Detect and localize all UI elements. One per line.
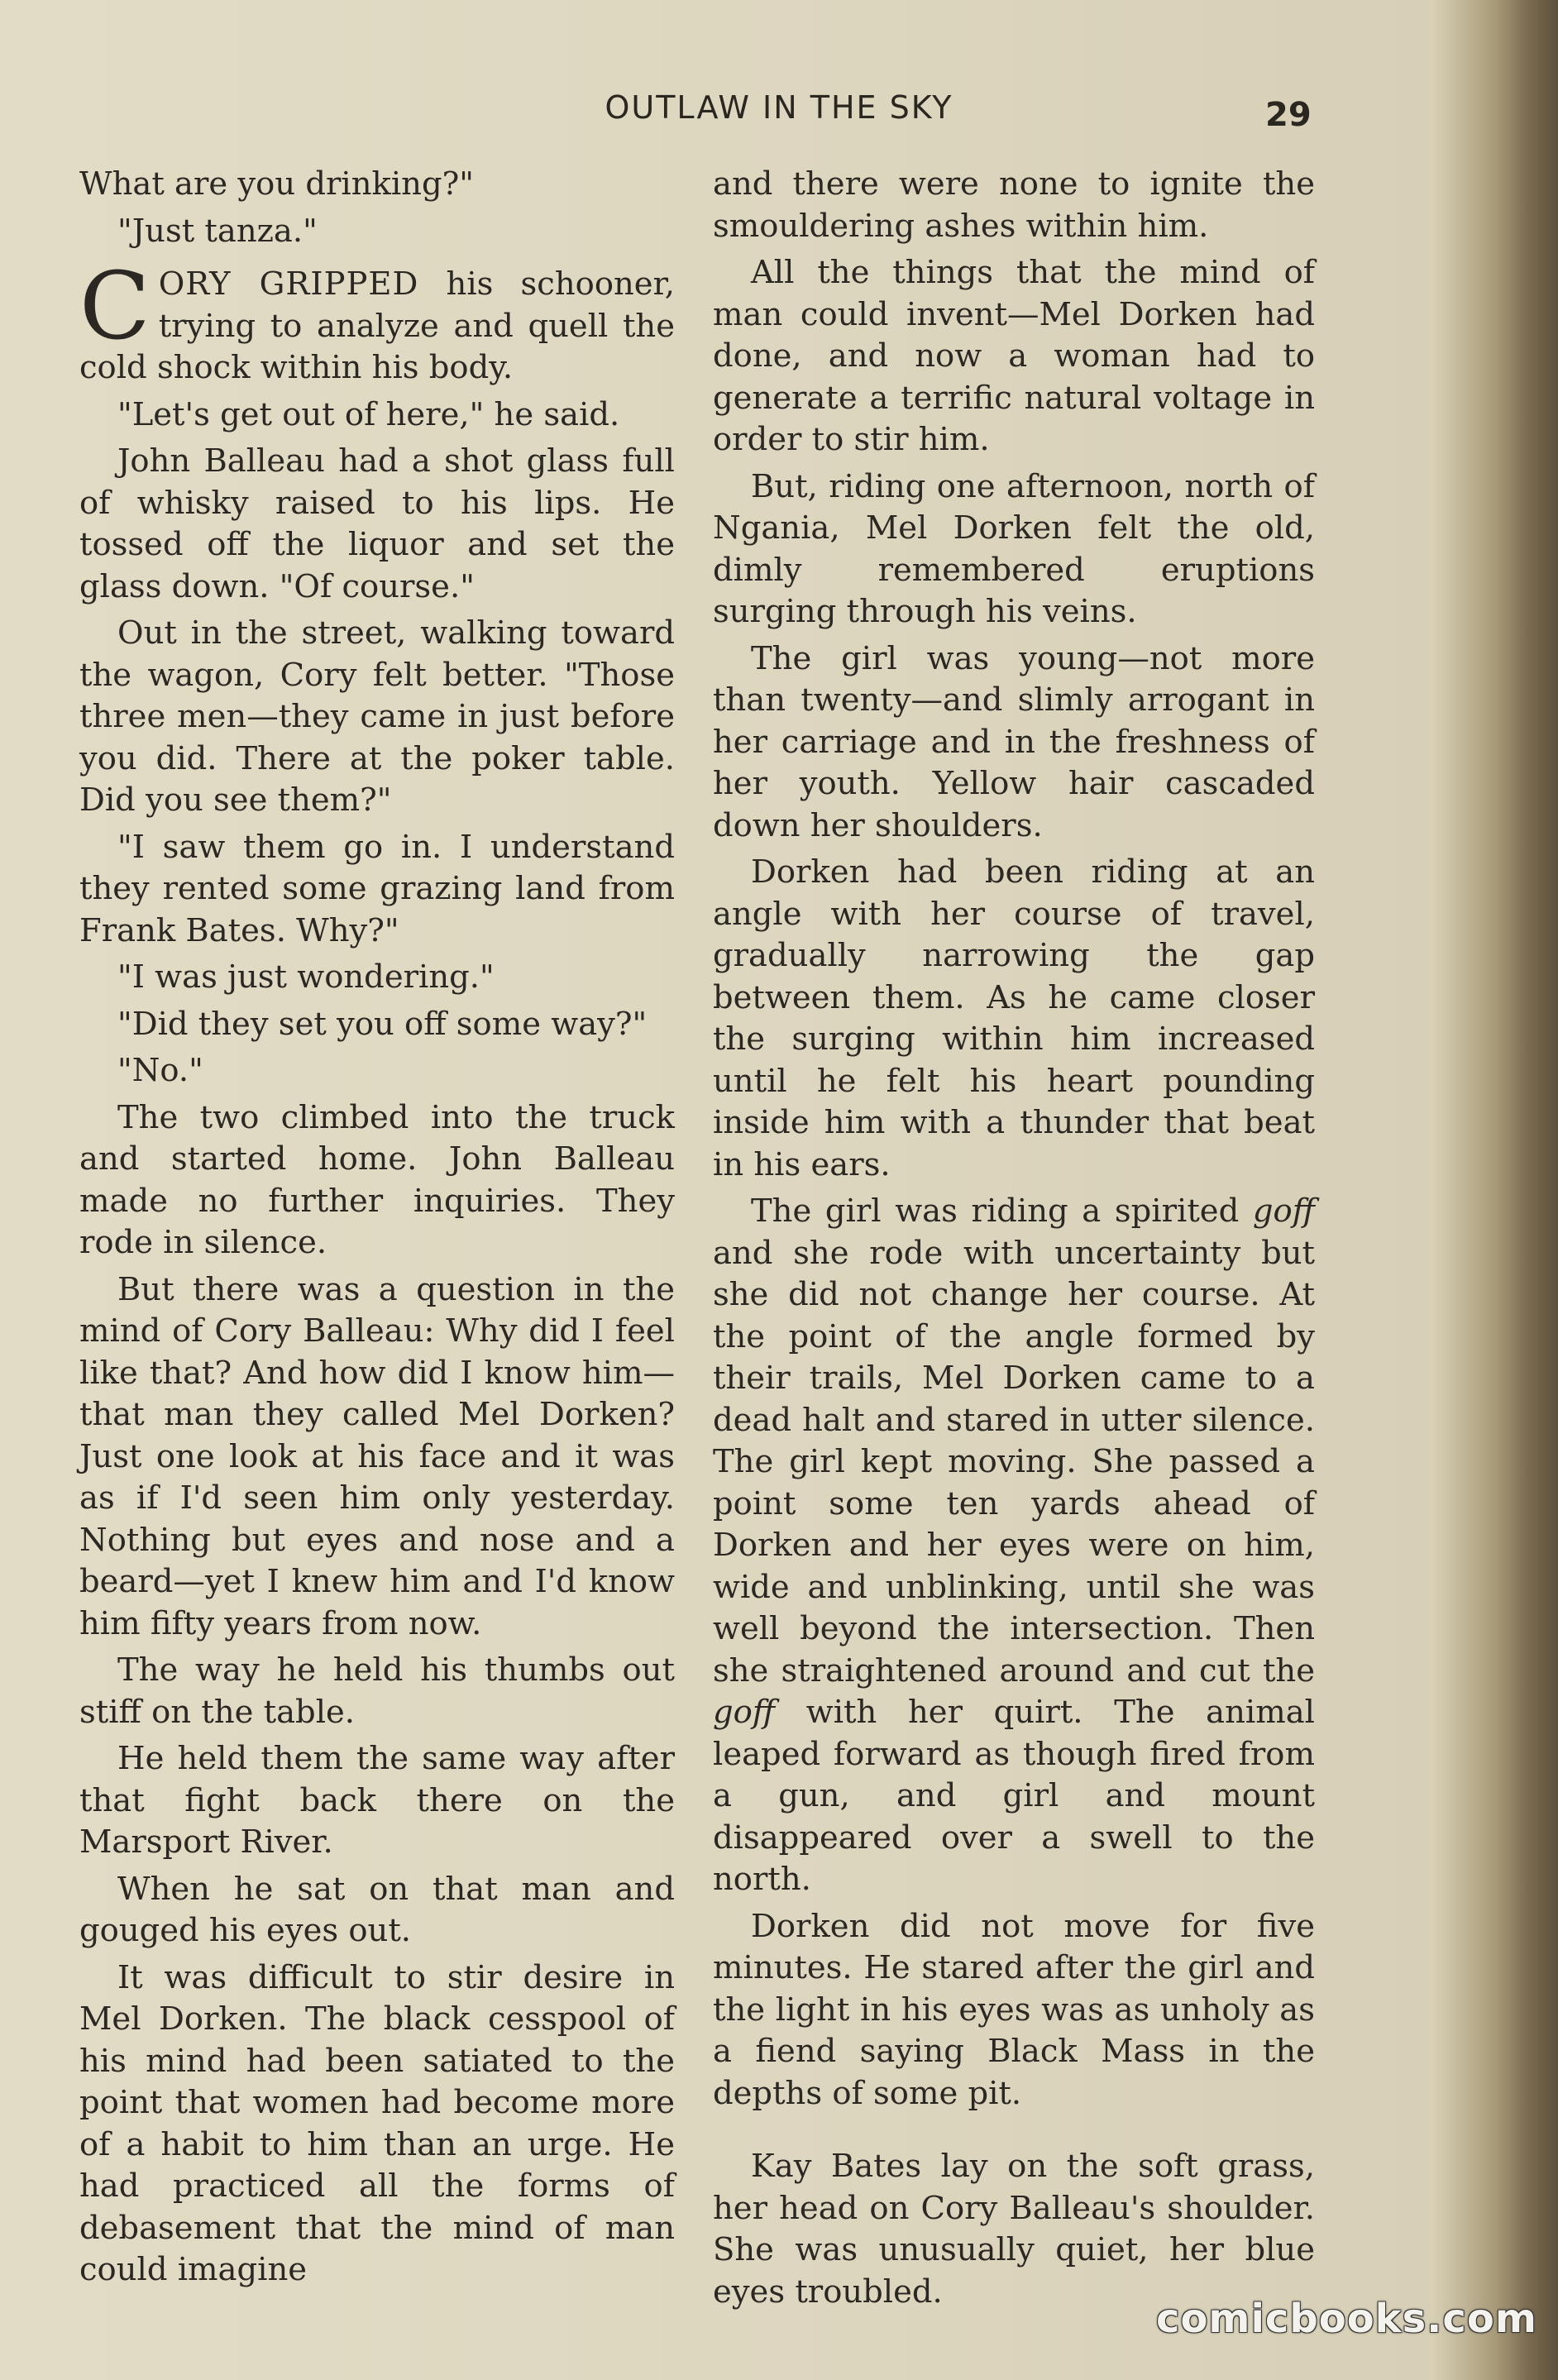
paragraph: The two climbed into the truck and started home. John Balleau made no further inquiries. They rode in silence. xyxy=(79,1098,675,1261)
page-number: 29 xyxy=(1265,96,1312,134)
paragraph: "No." xyxy=(117,1052,203,1089)
right-column xyxy=(713,164,1315,2318)
paragraph: Dorken had been riding at an angle with her course of travel, gradually narrowing the gap between them. As he came closer the surging within him increased until he felt his heart pounding inside him with a thunder that beat in his ears. xyxy=(713,853,1315,1183)
paragraph: "Just tanza." xyxy=(117,212,318,250)
paragraph: John Balleau had a shot glass full of whisky raised to his lips. He tossed off the liquor and set the glass down. "Of course." xyxy=(79,442,675,605)
paragraph: The way he held his thumbs out stiff on the table. xyxy=(79,1651,675,1731)
paragraph-text: The girl was riding a spirited xyxy=(751,1192,1253,1230)
paragraph: The girl was young—not more than twenty—and slimly arrogant in her carriage and in the freshness of her youth. Yellow hair cascaded down her shoulders. xyxy=(713,639,1315,844)
paragraph: But there was a question in the mind of Cory Balleau: Why did I feel like that? And how did I know him—that man they called Mel Dorken? Just one look at his face and it was as if I'd seen him only yesterday. Nothing but eyes and nose and a beard—yet I knew him and I'd know him fifty years from now. xyxy=(79,1270,675,1642)
paragraph: "I saw them go in. I understand they rented some grazing land from Frank Bates. Why?" xyxy=(79,828,675,949)
paragraph-text: his schooner, trying to analyze and quell the cold shock within his body. xyxy=(79,265,675,386)
paragraph: All the things that the mind of man could invent—Mel Dorken had done, and now a woman had to generate a terrific natural voltage in order to stir him. xyxy=(713,254,1315,458)
paragraph: When he sat on that man and gouged his eyes out. xyxy=(79,1870,675,1949)
paragraph: "I was just wondering." xyxy=(117,958,495,996)
paragraph: Dorken did not move for five minutes. He stared after the girl and the light in his eyes was as unholy as a fiend saying Black Mass in the depths of some pit. xyxy=(713,1907,1315,2112)
paragraph: "Let's get out of here," he said. xyxy=(117,395,620,433)
drop-cap: C xyxy=(79,253,151,361)
paragraph: What are you drinking?" xyxy=(79,165,474,203)
paragraph-text: and she rode with uncertainty but she did not change her course. At the point of the angle formed by their trails, Mel Dorken came to a dead halt and stared in utter silence. The girl kept moving. She passed a point some ten yards ahead of Dorken and her eyes were on him, wide and unblinking, until she was well beyond the intersection. Then she straightened around and cut the xyxy=(713,1234,1315,1689)
paragraph: It was difficult to stir desire in Mel Dorken. The black cesspool of his mind had been satiated to the point that women had become more of a habit to him than an urge. He had practiced all the forms of debasement that the mind of man could imagine xyxy=(79,1958,675,2288)
running-title: OUTLAW IN THE SKY xyxy=(605,89,953,126)
paragraph: "Did they set you off some way?" xyxy=(117,1005,648,1043)
opening-paragraph xyxy=(79,253,675,389)
paragraph: He held them the same way after that fight back there on the Marsport River. xyxy=(79,1740,675,1861)
paragraph: and there were none to ignite the smouldering ashes within him. xyxy=(713,165,1315,245)
paragraph-text: with her quirt. The animal leaped forward as though fired from a gun, and girl and mount disappeared over a swell to the north. xyxy=(713,1694,1315,1898)
left-column xyxy=(79,164,675,2296)
watermark: comicbooks.com xyxy=(1156,2296,1537,2342)
italic-word: goff xyxy=(1252,1192,1315,1230)
paragraph: Kay Bates lay on the soft grass, her head on Cory Balleau's shoulder. She was unusually quiet, her blue eyes troubled. xyxy=(713,2148,1315,2311)
paragraph: Out in the street, walking toward the wagon, Cory felt better. "Those three men—they came in just before you did. There at the poker table. Did you see them?" xyxy=(79,614,675,819)
paragraph: But, riding one afternoon, north of Ngania, Mel Dorken felt the old, dimly remembered eruptions surging through his veins. xyxy=(713,467,1315,630)
opening-caps: ORY GRIPPED xyxy=(158,265,419,303)
italic-word: goff xyxy=(713,1694,776,1731)
paragraph xyxy=(713,1191,1315,1901)
